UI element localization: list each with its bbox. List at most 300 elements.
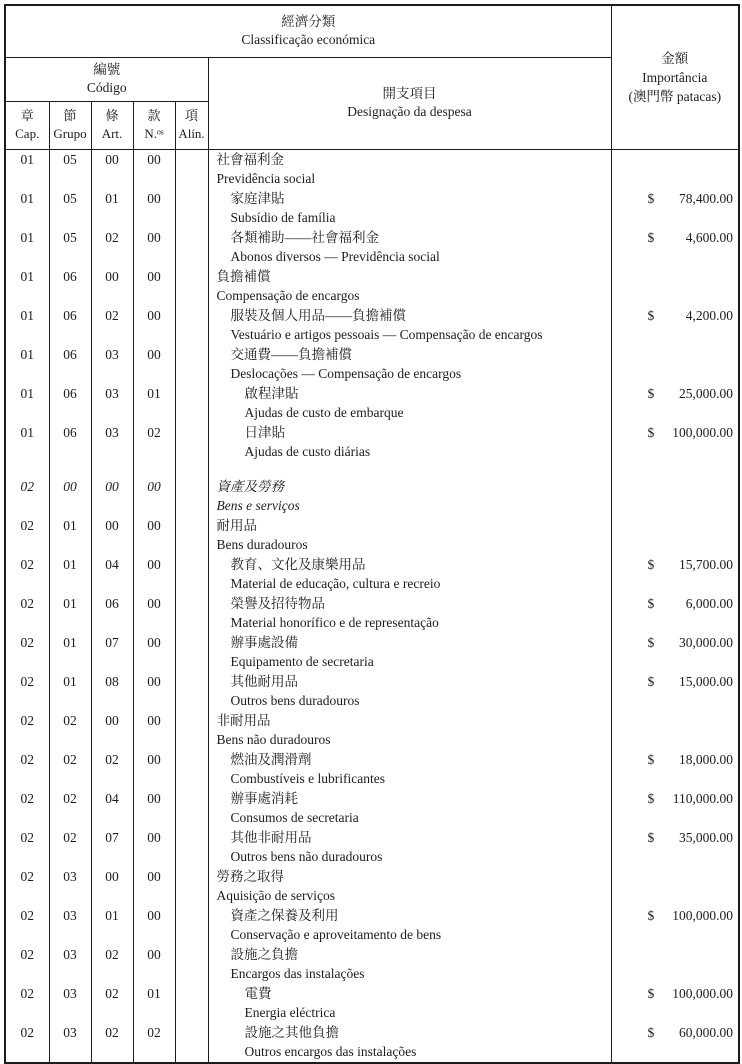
code-n-cell: 01	[133, 384, 175, 423]
code-grupo-cell: 02	[49, 828, 91, 867]
designation-cell	[208, 516, 611, 555]
designation-zh: 啟程津貼	[244, 385, 299, 401]
amount-value: 100,000.00	[672, 424, 734, 440]
code-alin-cell	[175, 789, 208, 828]
code-n-cell: 00	[133, 228, 175, 267]
designation-cell	[208, 594, 611, 633]
code-cap-cell: 01	[5, 423, 49, 462]
amount-cell	[611, 516, 739, 555]
table-row	[5, 945, 739, 984]
table-row	[5, 149, 739, 189]
code-grupo-cell: 06	[49, 267, 91, 306]
amount-header-zh: 金額	[661, 50, 689, 66]
amount-line	[612, 906, 739, 926]
designation-cell	[208, 867, 611, 906]
code-alin-cell	[175, 867, 208, 906]
amount-value: 4,200.00	[685, 307, 734, 323]
designation-pt: Bens e serviços	[216, 498, 300, 513]
column-header-cap	[5, 101, 49, 149]
designation-pt: Outros bens não duradouros	[230, 849, 383, 864]
designation-zh: 其他非耐用品	[230, 829, 312, 845]
code-cap-cell: 02	[5, 555, 49, 594]
designation-cell	[208, 711, 611, 750]
designation-zh: 資產及勞務	[216, 478, 284, 494]
column-header-art-pt: Art.	[101, 126, 123, 141]
table-row	[5, 633, 739, 672]
code-art-cell: 00	[91, 867, 133, 906]
designation-cell	[208, 306, 611, 345]
amount-value: 15,700.00	[679, 556, 734, 572]
amount-cell	[611, 228, 739, 267]
amount-line	[612, 984, 739, 1004]
code-alin-cell	[175, 672, 208, 711]
code-grupo-cell: 06	[49, 345, 91, 384]
currency-sign: $	[647, 229, 655, 245]
code-grupo-cell: 05	[49, 149, 91, 189]
table-row	[5, 867, 739, 906]
code-n-cell: 00	[133, 906, 175, 945]
designation-cell	[208, 555, 611, 594]
code-art-cell: 01	[91, 906, 133, 945]
currency-sign: $	[647, 595, 655, 611]
spacer-cell	[133, 462, 175, 477]
code-alin-cell	[175, 228, 208, 267]
code-art-cell: 08	[91, 672, 133, 711]
amount-line	[612, 789, 739, 809]
designation-zh: 教育、文化及康樂用品	[230, 556, 366, 572]
economic-classification-zh: 經濟分類	[281, 14, 336, 30]
code-cap-cell: 02	[5, 828, 49, 867]
designation-cell	[208, 384, 611, 423]
code-n-cell: 00	[133, 477, 175, 516]
designation-zh: 負擔補償	[216, 268, 271, 284]
designation-pt: Subsídio de família	[230, 210, 336, 225]
designation-cell	[208, 828, 611, 867]
designation-zh: 各類補助——社會福利金	[230, 229, 379, 245]
code-alin-cell	[175, 984, 208, 1023]
amount-line	[612, 228, 739, 248]
spacer-row	[5, 462, 739, 477]
designation-pt: Conservação e aproveitamento de bens	[230, 927, 442, 942]
code-art-cell: 00	[91, 516, 133, 555]
code-grupo-cell: 01	[49, 672, 91, 711]
column-header-grupo-pt: Grupo	[53, 126, 87, 141]
code-art-cell: 00	[91, 711, 133, 750]
amount-cell	[611, 423, 739, 462]
code-alin-cell	[175, 945, 208, 984]
amount-cell	[611, 477, 739, 516]
designation-pt: Material de educação, cultura e recreio	[230, 576, 441, 591]
designation-cell	[208, 189, 611, 228]
code-n-cell: 00	[133, 633, 175, 672]
table-row	[5, 828, 739, 867]
table-row	[5, 267, 739, 306]
code-n-cell: 00	[133, 267, 175, 306]
code-art-cell: 01	[91, 189, 133, 228]
code-alin-cell	[175, 594, 208, 633]
column-header-alin-pt: Alín.	[178, 126, 205, 141]
designation-cell	[208, 789, 611, 828]
currency-sign: $	[647, 424, 655, 440]
designation-pt: Vestuário e artigos pessoais — Compensação de encargos	[230, 327, 543, 342]
column-header-alin-zh: 項	[184, 108, 198, 123]
amount-cell	[611, 267, 739, 306]
table-row	[5, 516, 739, 555]
currency-sign: $	[647, 790, 655, 806]
table-row	[5, 555, 739, 594]
amount-line	[612, 633, 739, 653]
amount-line	[612, 828, 739, 848]
designation-pt: Outros encargos das instalações	[244, 1044, 417, 1059]
designation-zh: 交通費——負擔補償	[230, 346, 352, 362]
currency-sign: $	[647, 673, 655, 689]
code-grupo-cell: 03	[49, 867, 91, 906]
designation-pt: Deslocações — Compensação de encargos	[230, 366, 462, 381]
table-row	[5, 984, 739, 1023]
code-art-cell: 00	[91, 267, 133, 306]
code-n-cell: 00	[133, 672, 175, 711]
code-cap-cell: 01	[5, 345, 49, 384]
designation-header-zh: 開支項目	[382, 86, 437, 101]
table-row	[5, 345, 739, 384]
code-header-pt: Código	[86, 80, 127, 95]
code-alin-cell	[175, 633, 208, 672]
code-n-cell: 00	[133, 867, 175, 906]
code-grupo-cell: 06	[49, 384, 91, 423]
code-n-cell: 01	[133, 984, 175, 1023]
amount-cell	[611, 945, 739, 984]
code-art-cell: 07	[91, 633, 133, 672]
table-row	[5, 477, 739, 516]
currency-sign: $	[647, 1024, 655, 1040]
code-n-cell: 00	[133, 555, 175, 594]
designation-zh: 耐用品	[216, 517, 257, 533]
code-alin-cell	[175, 384, 208, 423]
amount-cell	[611, 750, 739, 789]
table-row	[5, 384, 739, 423]
amount-value: 30,000.00	[679, 634, 734, 650]
amount-cell	[611, 594, 739, 633]
designation-zh: 燃油及潤滑劑	[230, 751, 312, 767]
code-alin-cell	[175, 1023, 208, 1063]
column-header-grupo	[49, 101, 91, 149]
code-alin-cell	[175, 149, 208, 189]
amount-header-note: (澳門幣 patacas)	[628, 88, 722, 104]
amount-line	[612, 750, 739, 770]
designation-pt: Consumos de secretaria	[230, 810, 359, 825]
code-art-cell: 02	[91, 306, 133, 345]
amount-cell	[611, 555, 739, 594]
code-grupo-cell: 02	[49, 711, 91, 750]
code-alin-cell	[175, 423, 208, 462]
amount-cell	[611, 149, 739, 189]
column-header-n-zh: 款	[147, 108, 161, 123]
code-cap-cell: 02	[5, 516, 49, 555]
code-alin-cell	[175, 306, 208, 345]
code-cap-cell: 02	[5, 672, 49, 711]
code-n-cell: 00	[133, 789, 175, 828]
amount-line	[612, 384, 739, 404]
code-alin-cell	[175, 828, 208, 867]
designation-cell	[208, 1023, 611, 1063]
designation-pt: Aquisição de serviços	[216, 888, 335, 903]
designation-zh: 家庭津貼	[230, 190, 285, 206]
designation-zh: 設施之負擔	[230, 946, 298, 962]
amount-line	[612, 1023, 739, 1043]
code-grupo-cell: 01	[49, 594, 91, 633]
designation-cell	[208, 228, 611, 267]
table-row	[5, 189, 739, 228]
table-row	[5, 711, 739, 750]
code-cap-cell: 02	[5, 477, 49, 516]
table-header	[5, 5, 739, 149]
amount-column-header	[611, 5, 739, 149]
code-grupo-cell: 01	[49, 555, 91, 594]
currency-sign: $	[647, 829, 655, 845]
designation-pt: Combustíveis e lubrificantes	[230, 771, 385, 786]
amount-cell	[611, 672, 739, 711]
code-art-cell: 02	[91, 228, 133, 267]
amount-cell	[611, 984, 739, 1023]
spacer-cell	[175, 462, 208, 477]
code-art-cell: 02	[91, 750, 133, 789]
amount-value: 78,400.00	[679, 190, 734, 206]
code-cap-cell: 02	[5, 1023, 49, 1063]
code-alin-cell	[175, 477, 208, 516]
code-grupo-cell: 02	[49, 750, 91, 789]
amount-value: 100,000.00	[672, 907, 734, 923]
code-grupo-cell: 03	[49, 906, 91, 945]
code-cap-cell: 02	[5, 984, 49, 1023]
currency-sign: $	[647, 634, 655, 650]
code-cap-cell: 01	[5, 189, 49, 228]
table-row	[5, 228, 739, 267]
amount-value: 60,000.00	[679, 1024, 734, 1040]
code-art-cell: 02	[91, 984, 133, 1023]
code-cap-cell: 02	[5, 633, 49, 672]
economic-classification-header	[5, 5, 611, 57]
code-art-cell: 02	[91, 945, 133, 984]
designation-pt: Equipamento de secretaria	[230, 654, 374, 669]
currency-sign: $	[647, 307, 655, 323]
code-grupo-cell: 06	[49, 423, 91, 462]
column-header-cap-zh: 章	[20, 108, 34, 123]
code-n-cell: 02	[133, 1023, 175, 1063]
code-cap-cell: 02	[5, 867, 49, 906]
table-row	[5, 306, 739, 345]
designation-pt: Material honorífico e de representação	[230, 615, 439, 630]
designation-column-header	[208, 57, 611, 149]
code-grupo-cell: 01	[49, 633, 91, 672]
code-art-cell: 04	[91, 789, 133, 828]
designation-zh: 電費	[244, 985, 272, 1001]
code-alin-cell	[175, 906, 208, 945]
amount-line	[612, 189, 739, 209]
code-art-cell: 02	[91, 1023, 133, 1063]
code-n-cell: 02	[133, 423, 175, 462]
code-art-cell: 07	[91, 828, 133, 867]
code-grupo-cell: 00	[49, 477, 91, 516]
column-header-grupo-zh: 節	[63, 108, 77, 123]
code-cap-cell: 02	[5, 750, 49, 789]
designation-cell	[208, 345, 611, 384]
amount-value: 100,000.00	[672, 985, 734, 1001]
table-row	[5, 750, 739, 789]
designation-zh: 辦事處設備	[230, 634, 298, 650]
amount-value: 6,000.00	[685, 595, 734, 611]
designation-cell	[208, 149, 611, 189]
code-alin-cell	[175, 345, 208, 384]
designation-zh: 日津貼	[244, 424, 285, 440]
designation-pt: Abonos diversos — Previdência social	[230, 249, 440, 264]
column-header-art	[91, 101, 133, 149]
code-cap-cell: 01	[5, 306, 49, 345]
amount-line	[612, 672, 739, 692]
amount-line	[612, 423, 739, 443]
table-row	[5, 1023, 739, 1063]
table-row	[5, 423, 739, 462]
amount-cell	[611, 711, 739, 750]
amount-cell	[611, 189, 739, 228]
code-n-cell: 00	[133, 189, 175, 228]
table-row	[5, 672, 739, 711]
code-cap-cell: 02	[5, 945, 49, 984]
code-grupo-cell: 01	[49, 516, 91, 555]
amount-value: 15,000.00	[679, 673, 734, 689]
amount-cell	[611, 345, 739, 384]
code-grupo-cell: 06	[49, 306, 91, 345]
code-cap-cell: 02	[5, 594, 49, 633]
header-row-classification	[5, 5, 739, 57]
amount-line	[612, 555, 739, 575]
amount-line	[612, 594, 739, 614]
amount-cell	[611, 384, 739, 423]
designation-cell	[208, 945, 611, 984]
amount-value: 25,000.00	[679, 385, 734, 401]
designation-pt: Bens não duradouros	[216, 732, 331, 747]
table-row	[5, 594, 739, 633]
amount-cell	[611, 306, 739, 345]
code-cap-cell: 02	[5, 711, 49, 750]
code-group-header	[5, 57, 208, 101]
designation-pt: Previdência social	[216, 171, 316, 186]
designation-zh: 其他耐用品	[230, 673, 298, 689]
code-n-cell: 00	[133, 516, 175, 555]
code-cap-cell: 02	[5, 789, 49, 828]
code-art-cell: 03	[91, 423, 133, 462]
currency-sign: $	[647, 556, 655, 572]
code-n-cell: 00	[133, 945, 175, 984]
spacer-cell	[5, 462, 49, 477]
designation-cell	[208, 633, 611, 672]
amount-value: 18,000.00	[679, 751, 734, 767]
designation-zh: 非耐用品	[216, 712, 271, 728]
currency-sign: $	[647, 985, 655, 1001]
code-cap-cell: 01	[5, 228, 49, 267]
amount-cell	[611, 633, 739, 672]
code-n-cell: 00	[133, 750, 175, 789]
code-cap-cell: 01	[5, 384, 49, 423]
amount-value: 4,600.00	[685, 229, 734, 245]
spacer-cell	[91, 462, 133, 477]
code-alin-cell	[175, 555, 208, 594]
code-grupo-cell: 02	[49, 789, 91, 828]
code-n-cell: 00	[133, 711, 175, 750]
designation-cell	[208, 984, 611, 1023]
designation-zh: 服裝及個人用品——負擔補償	[230, 307, 406, 323]
amount-line	[612, 306, 739, 326]
code-art-cell: 03	[91, 345, 133, 384]
code-cap-cell: 01	[5, 149, 49, 189]
currency-sign: $	[647, 907, 655, 923]
designation-pt: Energia eléctrica	[244, 1005, 336, 1020]
designation-pt: Outros bens duradouros	[230, 693, 360, 708]
code-n-cell: 00	[133, 345, 175, 384]
amount-value: 35,000.00	[679, 829, 734, 845]
amount-cell	[611, 1023, 739, 1063]
amount-cell	[611, 906, 739, 945]
designation-zh: 辦事處消耗	[230, 790, 298, 806]
amount-cell	[611, 828, 739, 867]
code-n-cell: 00	[133, 306, 175, 345]
code-art-cell: 06	[91, 594, 133, 633]
code-header-zh: 編號	[93, 62, 121, 77]
currency-sign: $	[647, 385, 655, 401]
code-art-cell: 03	[91, 384, 133, 423]
code-alin-cell	[175, 711, 208, 750]
code-alin-cell	[175, 516, 208, 555]
designation-cell	[208, 477, 611, 516]
code-grupo-cell: 03	[49, 984, 91, 1023]
code-grupo-cell: 03	[49, 1023, 91, 1063]
code-grupo-cell: 03	[49, 945, 91, 984]
designation-pt: Ajudas de custo de embarque	[244, 405, 404, 420]
table-row	[5, 789, 739, 828]
table-body	[5, 149, 739, 1063]
designation-pt: Compensação de encargos	[216, 288, 360, 303]
code-alin-cell	[175, 189, 208, 228]
code-cap-cell: 02	[5, 906, 49, 945]
designation-cell	[208, 906, 611, 945]
currency-sign: $	[647, 751, 655, 767]
spacer-cell	[49, 462, 91, 477]
designation-pt: Bens duradouros	[216, 537, 308, 552]
code-alin-cell	[175, 750, 208, 789]
designation-cell	[208, 267, 611, 306]
column-header-alin	[175, 101, 208, 149]
code-art-cell: 00	[91, 477, 133, 516]
spacer-cell	[611, 462, 739, 477]
code-n-cell: 00	[133, 149, 175, 189]
amount-value: 110,000.00	[672, 790, 734, 806]
designation-cell	[208, 423, 611, 462]
code-n-cell: 00	[133, 828, 175, 867]
column-header-n	[133, 101, 175, 149]
code-grupo-cell: 05	[49, 189, 91, 228]
code-grupo-cell: 05	[49, 228, 91, 267]
designation-pt: Ajudas de custo diárias	[244, 444, 371, 459]
designation-cell	[208, 672, 611, 711]
designation-zh: 設施之其他負擔	[244, 1024, 339, 1040]
designation-pt: Encargos das instalações	[230, 966, 365, 981]
code-art-cell: 00	[91, 149, 133, 189]
code-cap-cell: 01	[5, 267, 49, 306]
designation-header-pt: Designação da despesa	[347, 104, 472, 119]
budget-table	[4, 4, 740, 1064]
economic-classification-pt: Classificação económica	[241, 32, 376, 48]
currency-sign: $	[647, 190, 655, 206]
column-header-n-pt: N.ᵒˢ	[144, 126, 164, 141]
